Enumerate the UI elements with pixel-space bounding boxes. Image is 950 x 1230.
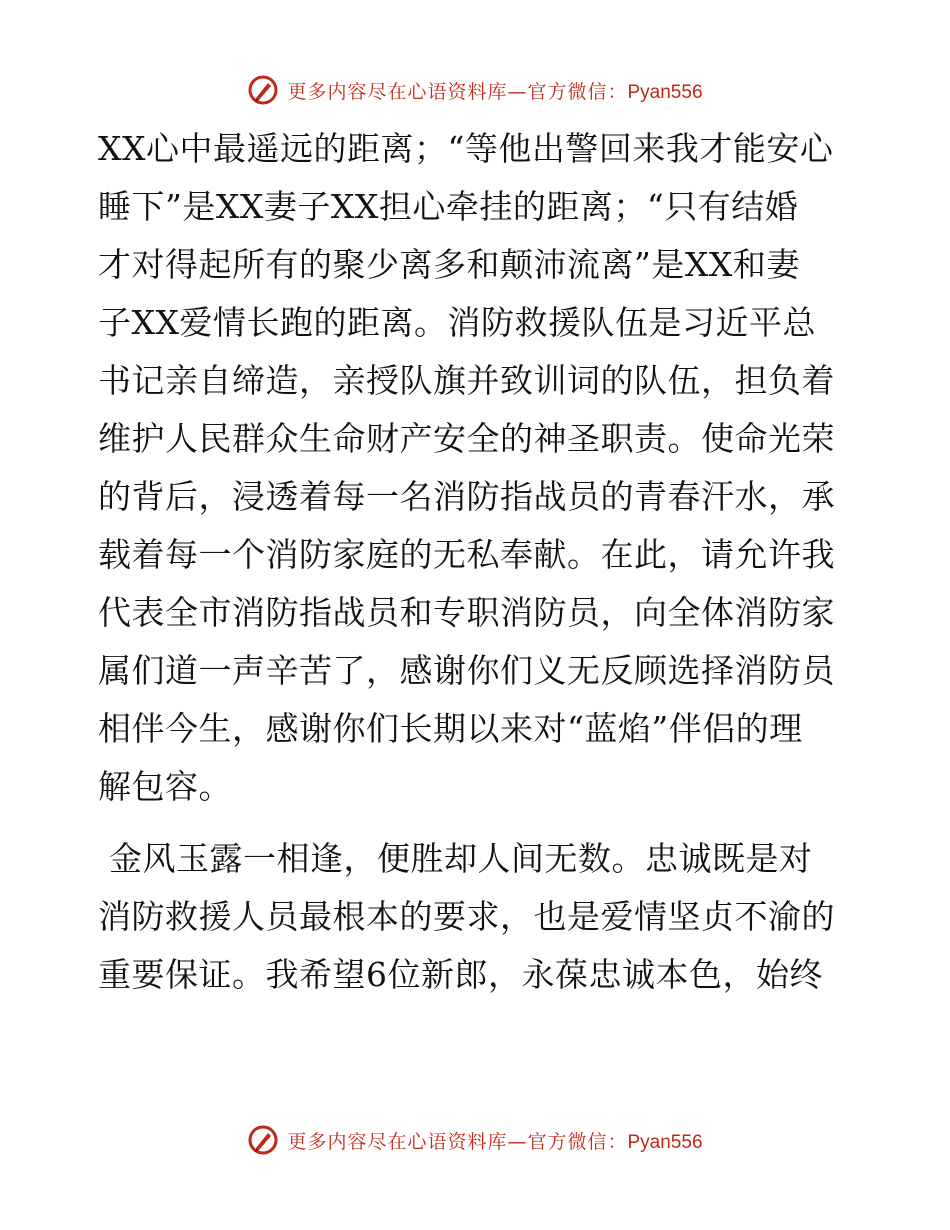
- footer-banner: [0, 1120, 950, 1160]
- footer-banner-label: 更多内容尽在心语资料库—官方微信：: [287, 1130, 628, 1153]
- paragraph-1: [98, 120, 858, 816]
- document-body: [98, 120, 858, 1004]
- text-line: 睡下”是XX妻子XX担心牵挂的距离；“只有结婚: [98, 187, 799, 226]
- text-line: 的背后，浸透着每一名消防指战员的青春汗水，承: [98, 477, 835, 516]
- footer-banner-text: [287, 1127, 702, 1154]
- text-line: 属们道一声辛苦了，感谢你们义无反顾选择消防员: [98, 651, 835, 690]
- text-line: 才对得起所有的聚少离多和颠沛流离”是XX和妻: [98, 245, 800, 284]
- header-banner-label: 更多内容尽在心语资料库—官方微信：: [287, 80, 628, 103]
- text-line: 子XX爱情长跑的距离。消防救援队伍是习近平总: [98, 303, 816, 342]
- text-line: XX心中最遥远的距离；“等他出警回来我才能安心: [98, 129, 834, 168]
- pen-logo-icon: [247, 74, 279, 106]
- text-line: 维护人民群众生命财产安全的神圣职责。使命光荣: [98, 419, 835, 458]
- text-line: 相伴今生，感谢你们长期以来对“蓝焰”伴侣的理: [98, 709, 803, 748]
- text-line: 消防救援人员最根本的要求，也是爱情坚贞不渝的: [98, 897, 835, 936]
- pen-logo-icon: [247, 1124, 279, 1156]
- text-line: 书记亲自缔造，亲授队旗并致训词的队伍，担负着: [98, 361, 835, 400]
- text-line: 重要保证。我希望6位新郎，永葆忠诚本色，始终: [98, 955, 823, 994]
- text-line: 代表全市消防指战员和专职消防员，向全体消防家: [98, 593, 835, 632]
- header-wechat-id: Pyan556: [627, 81, 703, 103]
- text-line: 解包容。: [98, 767, 232, 806]
- header-banner-text: [287, 77, 702, 104]
- text-line: 金风玉露一相逢，便胜却人间无数。忠诚既是对: [98, 839, 813, 878]
- text-line: 载着每一个消防家庭的无私奉献。在此，请允许我: [98, 535, 835, 574]
- paragraph-2: [98, 830, 858, 1004]
- header-banner: [0, 70, 950, 110]
- footer-wechat-id: Pyan556: [627, 1131, 703, 1153]
